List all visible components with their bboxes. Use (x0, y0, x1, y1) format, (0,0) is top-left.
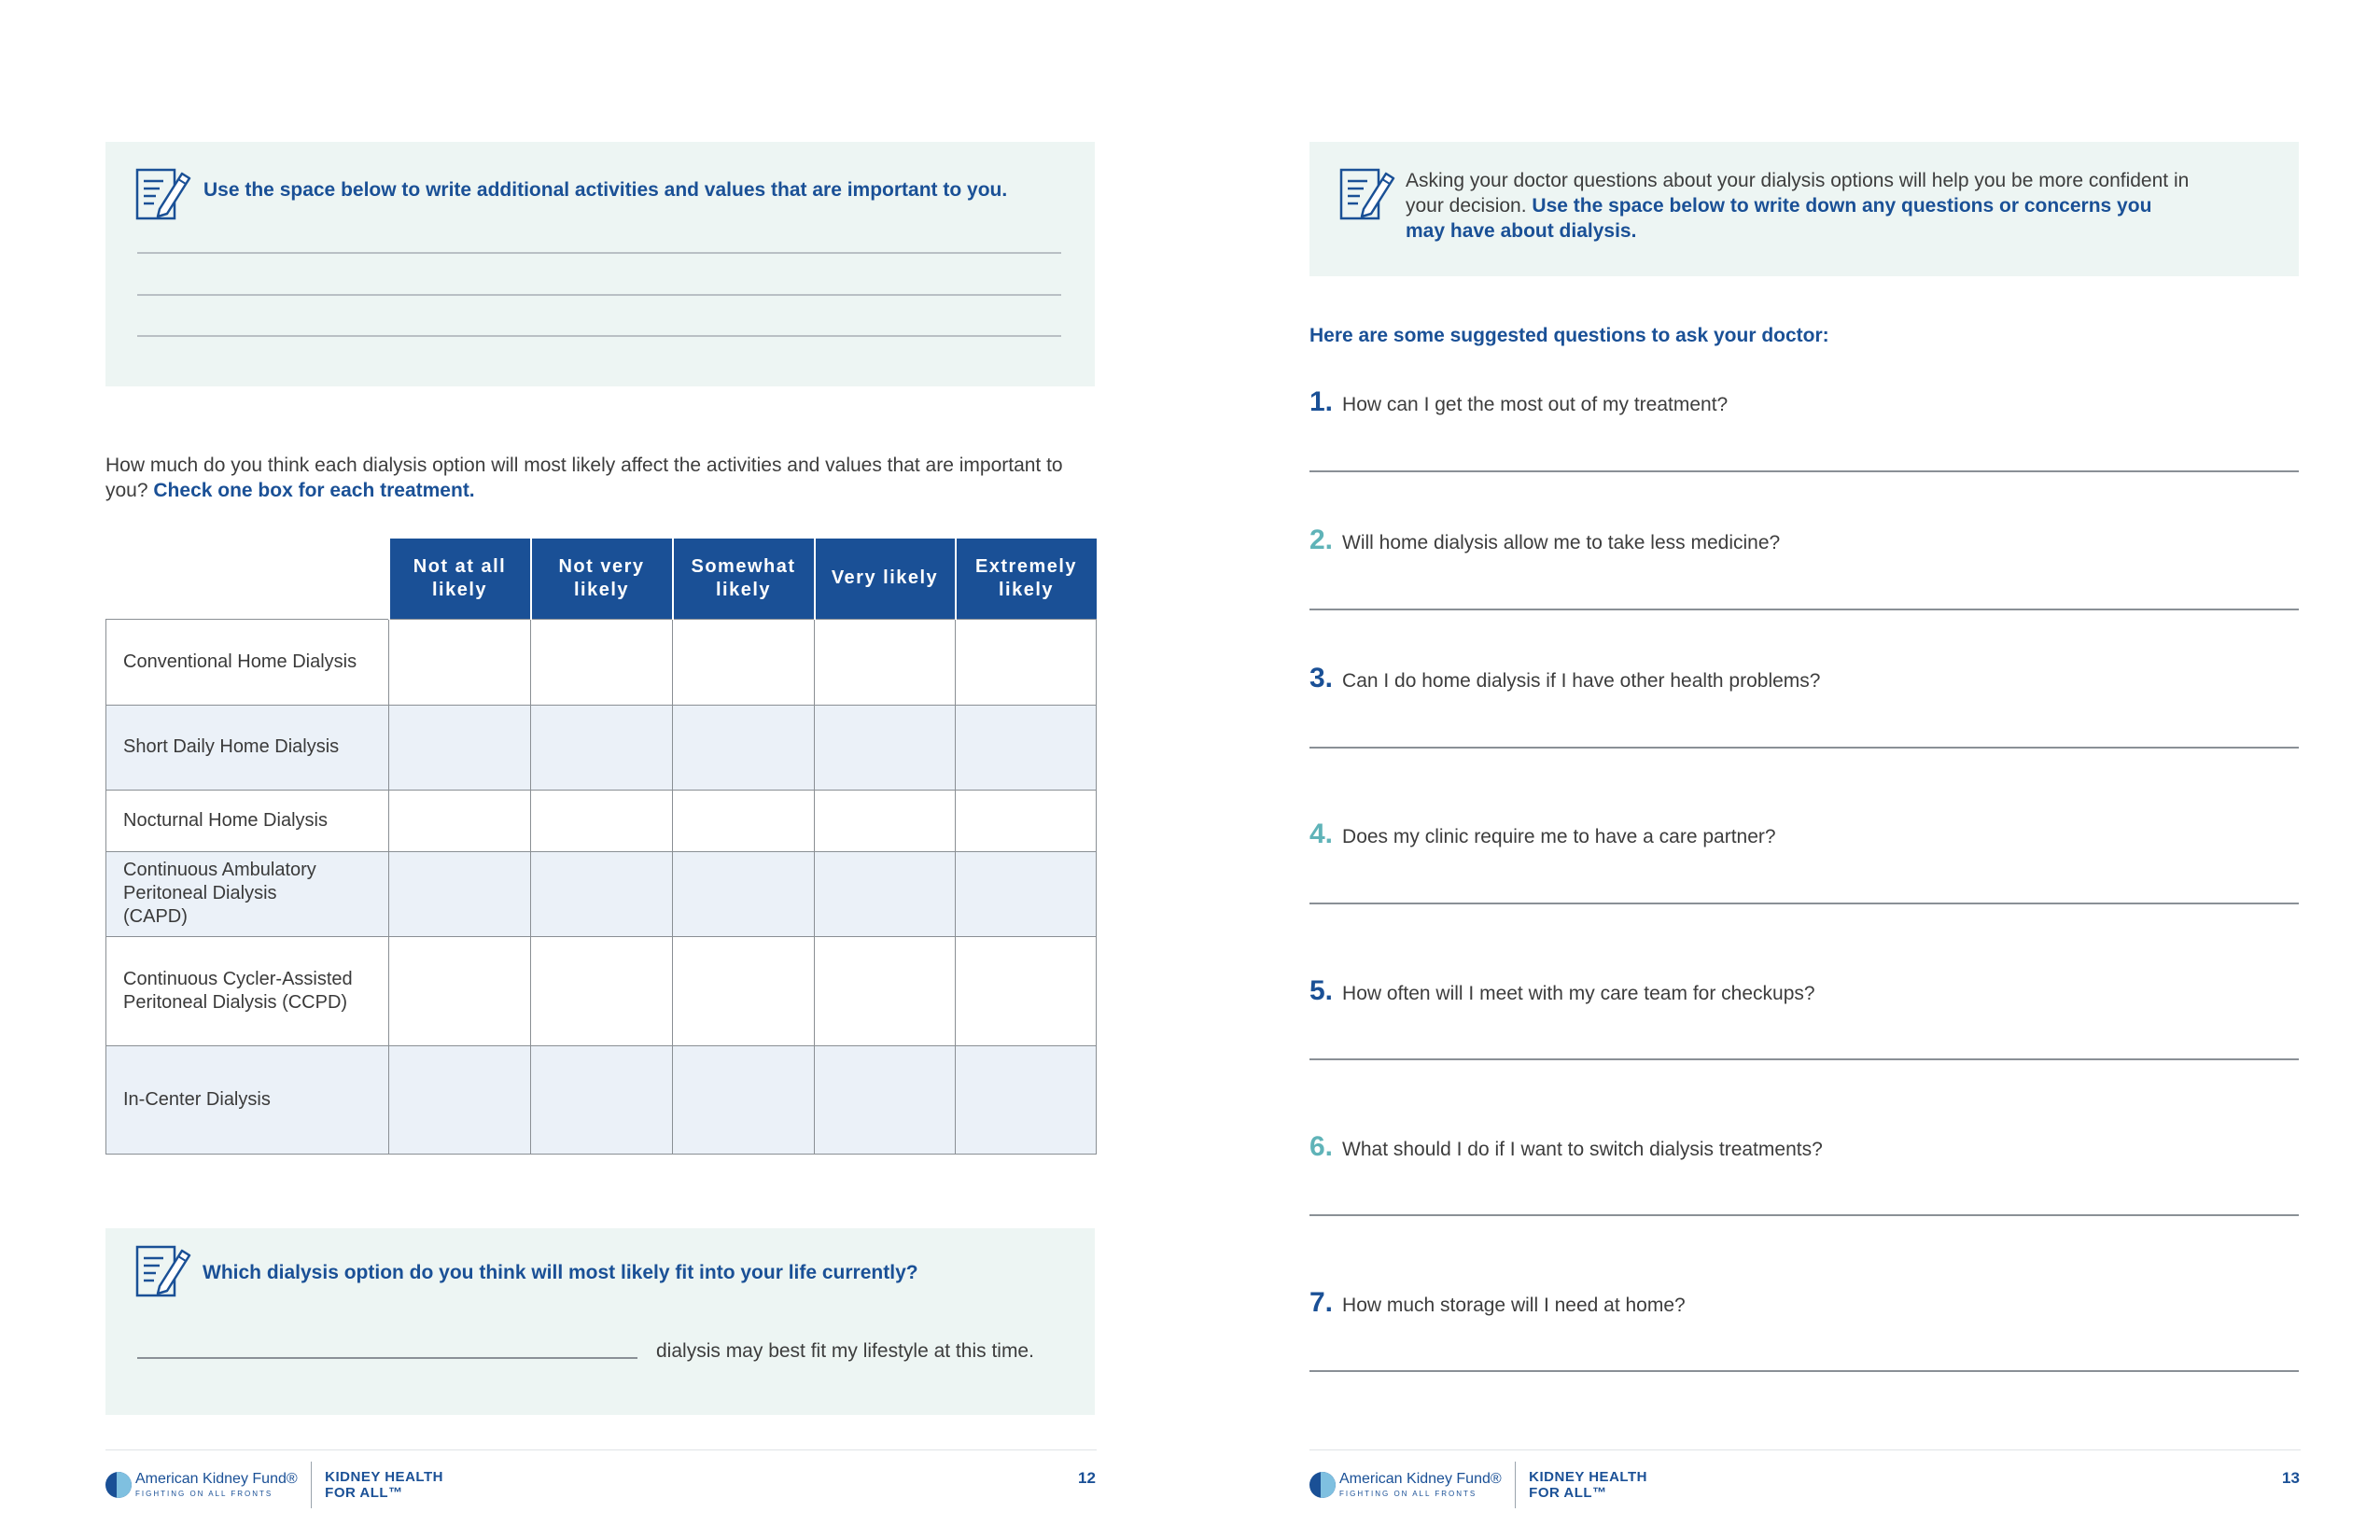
question-text: What should I do if I want to switch dialysis treatments? (1342, 1139, 1823, 1160)
doctor-questions-note-text: Asking your doctor questions about your dialysis options will help you be more confident in your decision. Use the space below to write down any questions or concerns you may have about dialysis. (1406, 170, 2190, 242)
campaign-line1: KIDNEY HEALTH (325, 1469, 443, 1485)
question-text: Will home dialysis allow me to take less medicine? (1342, 532, 1781, 553)
footer-separator (311, 1462, 313, 1508)
question-item (1309, 819, 1776, 850)
column-header: Extremely likely (956, 539, 1097, 619)
notepad-pencil-icon (135, 166, 191, 222)
checkbox-cell[interactable] (531, 705, 673, 790)
footer-logo (105, 1462, 443, 1508)
checkbox-cell[interactable] (815, 1045, 956, 1154)
table-row (106, 1045, 1097, 1154)
checkbox-cell[interactable] (531, 619, 673, 705)
row-label: In-Center Dialysis (106, 1045, 389, 1154)
org-tagline: FIGHTING ON ALL FRONTS (1339, 1490, 1477, 1498)
checkbox-cell[interactable] (956, 705, 1097, 790)
checkbox-cell[interactable] (956, 936, 1097, 1045)
write-line[interactable] (137, 294, 1061, 296)
activities-note-box (105, 142, 1095, 386)
checkbox-cell[interactable] (389, 1045, 531, 1154)
checkbox-cell[interactable] (815, 619, 956, 705)
page-number: 12 (1078, 1469, 1096, 1487)
row-label: Continuous Cycler-Assisted Peritoneal Dialysis (CCPD) (106, 936, 389, 1045)
org-tagline: FIGHTING ON ALL FRONTS (135, 1490, 273, 1498)
column-header: Very likely (815, 539, 956, 619)
check-instruction: Check one box for each treatment. (153, 480, 475, 501)
answer-line[interactable] (1309, 903, 2299, 904)
question-item (1309, 663, 1820, 694)
footer-divider (105, 1449, 1097, 1450)
checkbox-cell[interactable] (531, 851, 673, 936)
question-item (1309, 525, 1780, 556)
checkbox-cell[interactable] (389, 936, 531, 1045)
checkbox-cell[interactable] (956, 790, 1097, 851)
notepad-pencil-icon (1339, 166, 1395, 222)
checkbox-cell[interactable] (673, 790, 815, 851)
table-row (106, 936, 1097, 1045)
best-fit-question: Which dialysis option do you think will most likely fit into your life currently? (203, 1262, 918, 1283)
footer-logo (1309, 1462, 1647, 1508)
checkbox-cell[interactable] (531, 1045, 673, 1154)
question-number: 3. (1309, 663, 1334, 693)
akf-logo-icon (1309, 1472, 1336, 1498)
checkbox-cell[interactable] (673, 851, 815, 936)
question-number: 2. (1309, 525, 1334, 555)
row-label: Nocturnal Home Dialysis (106, 790, 389, 851)
answer-line[interactable] (1309, 1214, 2299, 1216)
org-name: American Kidney Fund® (1339, 1471, 1502, 1487)
column-header: Not very likely (531, 539, 673, 619)
checkbox-cell[interactable] (389, 851, 531, 936)
checkbox-cell[interactable] (956, 851, 1097, 936)
answer-line[interactable] (1309, 1058, 2299, 1060)
row-label: Short Daily Home Dialysis (106, 705, 389, 790)
fill-in-suffix: dialysis may best fit my lifestyle at this time. (656, 1340, 1034, 1362)
checkbox-cell[interactable] (815, 790, 956, 851)
column-header: Not at all likely (389, 539, 531, 619)
answer-line[interactable] (1309, 1370, 2299, 1372)
question-number: 1. (1309, 386, 1334, 417)
checkbox-cell[interactable] (673, 936, 815, 1045)
activities-note-text: Use the space below to write additional activities and values that are important to you. (203, 179, 1008, 201)
answer-line[interactable] (1309, 747, 2299, 749)
checkbox-cell[interactable] (815, 936, 956, 1045)
akf-logo-icon (105, 1472, 132, 1498)
checkbox-cell[interactable] (956, 619, 1097, 705)
question-item (1309, 386, 1728, 418)
question-number: 4. (1309, 819, 1334, 849)
org-name: American Kidney Fund® (135, 1471, 298, 1487)
row-label: Continuous Ambulatory Peritoneal Dialysis (CAPD) (106, 851, 389, 936)
checkbox-cell[interactable] (389, 790, 531, 851)
notepad-pencil-icon (135, 1243, 191, 1299)
campaign-line2: FOR ALL™ (1529, 1485, 1607, 1501)
page-number: 13 (2282, 1469, 2300, 1487)
question-text: How much storage will I need at home? (1342, 1295, 1686, 1316)
suggested-questions-intro: Here are some suggested questions to ask your doctor: (1309, 325, 1829, 346)
likelihood-question: How much do you think each dialysis option will most likely affect the activities and values that are important to you? Check one box for each treatment. (105, 455, 1063, 501)
question-item (1309, 1131, 1823, 1163)
answer-line[interactable] (1309, 470, 2299, 472)
page-13 (1190, 0, 2380, 1540)
question-number: 7. (1309, 1287, 1334, 1318)
checkbox-cell[interactable] (389, 619, 531, 705)
table-row (106, 619, 1097, 705)
write-line[interactable] (137, 335, 1061, 337)
best-fit-note-box (105, 1228, 1095, 1415)
question-text: How can I get the most out of my treatment? (1342, 394, 1729, 415)
checkbox-cell[interactable] (673, 619, 815, 705)
question-text: How often will I meet with my care team for checkups? (1342, 983, 1815, 1004)
doctor-questions-note-box (1309, 142, 2299, 276)
footer-divider (1309, 1449, 2301, 1450)
question-item (1309, 975, 1815, 1007)
checkbox-cell[interactable] (673, 705, 815, 790)
question-text: Does my clinic require me to have a care partner? (1342, 826, 1776, 847)
table-row (106, 790, 1097, 851)
write-line[interactable] (137, 252, 1061, 254)
question-number: 5. (1309, 975, 1334, 1006)
campaign-line2: FOR ALL™ (325, 1485, 403, 1501)
checkbox-cell[interactable] (673, 1045, 815, 1154)
checkbox-cell[interactable] (815, 851, 956, 936)
likelihood-table (105, 539, 1097, 1155)
checkbox-cell[interactable] (531, 790, 673, 851)
checkbox-cell[interactable] (956, 1045, 1097, 1154)
fill-in-line[interactable] (137, 1357, 637, 1359)
table-row (106, 851, 1097, 936)
column-header: Somewhat likely (673, 539, 815, 619)
table-row (106, 705, 1097, 790)
checkbox-cell[interactable] (389, 705, 531, 790)
row-label: Conventional Home Dialysis (106, 619, 389, 705)
checkbox-cell[interactable] (815, 705, 956, 790)
question-number: 6. (1309, 1131, 1334, 1162)
campaign-line1: KIDNEY HEALTH (1529, 1469, 1647, 1485)
question-text: Can I do home dialysis if I have other health problems? (1342, 670, 1821, 692)
question-item (1309, 1287, 1686, 1319)
answer-line[interactable] (1309, 609, 2299, 610)
footer-separator (1515, 1462, 1517, 1508)
checkbox-cell[interactable] (531, 936, 673, 1045)
